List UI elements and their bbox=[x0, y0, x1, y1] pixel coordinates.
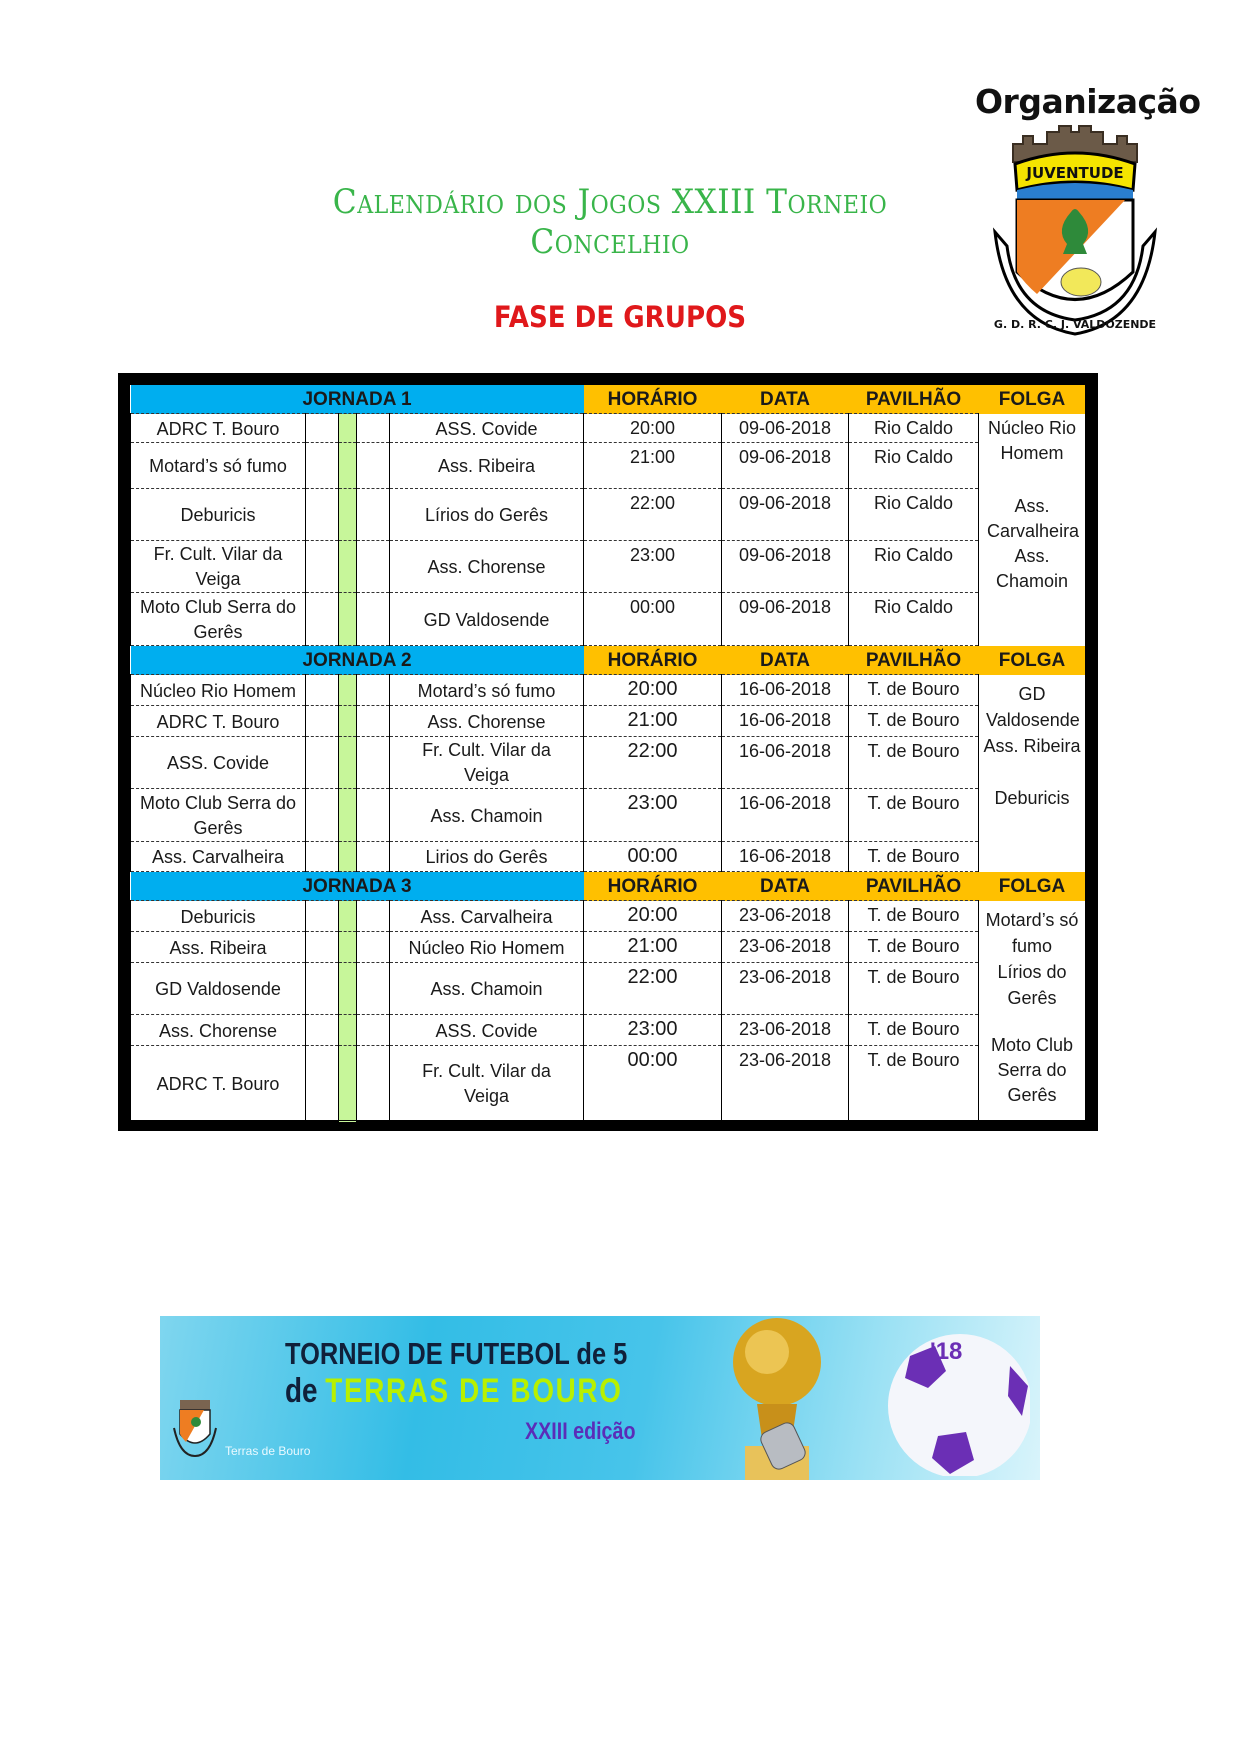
away-score bbox=[357, 963, 390, 1015]
score-separator bbox=[339, 593, 357, 646]
match-date: 23-06-2018 bbox=[722, 1015, 849, 1046]
score-separator bbox=[339, 963, 357, 1015]
score-separator bbox=[339, 675, 357, 706]
jornada-3-header bbox=[131, 872, 1086, 901]
col-folga: FOLGA bbox=[979, 872, 1086, 901]
match-date: 16-06-2018 bbox=[722, 737, 849, 789]
home-score bbox=[306, 489, 339, 541]
away-team: Ass. Carvalheira bbox=[390, 901, 584, 932]
score-separator bbox=[339, 706, 357, 737]
home-team: Moto Club Serra do Gerês bbox=[131, 593, 306, 646]
away-score bbox=[357, 675, 390, 706]
home-team: Deburicis bbox=[131, 901, 306, 932]
col-horario: HORÁRIO bbox=[584, 385, 722, 414]
match-row bbox=[131, 1046, 1086, 1122]
away-team: ASS. Covide bbox=[390, 414, 584, 443]
home-team: ADRC T. Bouro bbox=[131, 706, 306, 737]
municipality-crest-icon bbox=[172, 1398, 218, 1458]
score-separator bbox=[339, 932, 357, 963]
match-time: 23:00 bbox=[584, 1015, 722, 1046]
away-team: Motard’s só fumo bbox=[390, 675, 584, 706]
home-team: GD Valdosende bbox=[131, 963, 306, 1015]
score-separator bbox=[339, 1015, 357, 1046]
away-team: Fr. Cult. Vilar da Veiga bbox=[390, 1046, 584, 1122]
jornada-label: JORNADA 1 bbox=[131, 385, 584, 414]
match-venue: T. de Bouro bbox=[849, 1015, 979, 1046]
banner-title-line2 bbox=[285, 1372, 623, 1411]
jornada-1-header bbox=[131, 385, 1086, 414]
away-score bbox=[357, 842, 390, 872]
home-score bbox=[306, 593, 339, 646]
schedule-table bbox=[130, 385, 1086, 1122]
home-score bbox=[306, 842, 339, 872]
home-team: Fr. Cult. Vilar da Veiga bbox=[131, 541, 306, 593]
match-date: 23-06-2018 bbox=[722, 901, 849, 932]
score-separator bbox=[339, 414, 357, 443]
home-score bbox=[306, 541, 339, 593]
match-time: 21:00 bbox=[584, 443, 722, 489]
away-team: Ass. Ribeira bbox=[390, 443, 584, 489]
away-team: Ass. Chorense bbox=[390, 541, 584, 593]
match-venue: T. de Bouro bbox=[849, 675, 979, 706]
match-venue: T. de Bouro bbox=[849, 932, 979, 963]
home-team: Ass. Carvalheira bbox=[131, 842, 306, 872]
away-score bbox=[357, 443, 390, 489]
score-separator bbox=[339, 901, 357, 932]
match-date: 09-06-2018 bbox=[722, 414, 849, 443]
score-separator bbox=[339, 737, 357, 789]
match-row bbox=[131, 541, 1086, 593]
tournament-banner bbox=[160, 1316, 1040, 1480]
match-venue: Rio Caldo bbox=[849, 489, 979, 541]
folga-team: Ass. Ribeira bbox=[983, 735, 1081, 756]
folga-team: Moto Club Serra do Gerês bbox=[991, 1034, 1074, 1105]
match-row bbox=[131, 414, 1086, 443]
crest-banner-text: JUVENTUDE bbox=[1026, 164, 1124, 182]
away-team: Lírios do Gerês bbox=[390, 489, 584, 541]
away-team: GD Valdosende bbox=[390, 593, 584, 646]
folga-cell bbox=[979, 901, 1086, 1122]
col-folga: FOLGA bbox=[979, 385, 1086, 414]
away-team: Ass. Chamoin bbox=[390, 963, 584, 1015]
home-team: Ass. Chorense bbox=[131, 1015, 306, 1046]
match-date: 09-06-2018 bbox=[722, 593, 849, 646]
away-score bbox=[357, 789, 390, 842]
match-date: 16-06-2018 bbox=[722, 789, 849, 842]
away-score bbox=[357, 932, 390, 963]
home-team: ADRC T. Bouro bbox=[131, 414, 306, 443]
match-time: 22:00 bbox=[584, 489, 722, 541]
col-data: DATA bbox=[722, 646, 849, 675]
home-team: Núcleo Rio Homem bbox=[131, 675, 306, 706]
folga-team: GD Valdosende bbox=[986, 683, 1080, 730]
home-score bbox=[306, 1015, 339, 1046]
score-separator bbox=[339, 443, 357, 489]
match-date: 09-06-2018 bbox=[722, 541, 849, 593]
match-row bbox=[131, 932, 1086, 963]
match-row bbox=[131, 963, 1086, 1015]
away-score bbox=[357, 414, 390, 443]
match-time: 20:00 bbox=[584, 414, 722, 443]
match-row bbox=[131, 1015, 1086, 1046]
jornada-label: JORNADA 3 bbox=[131, 872, 584, 901]
match-time: 21:00 bbox=[584, 706, 722, 737]
banner-highlight: TERRAS DE BOURO bbox=[325, 1372, 623, 1410]
col-data: DATA bbox=[722, 872, 849, 901]
away-score bbox=[357, 706, 390, 737]
match-time: 20:00 bbox=[584, 901, 722, 932]
match-venue: T. de Bouro bbox=[849, 842, 979, 872]
score-separator bbox=[339, 1046, 357, 1122]
match-date: 09-06-2018 bbox=[722, 489, 849, 541]
match-row bbox=[131, 901, 1086, 932]
folga-team: Ass. Chamoin bbox=[996, 545, 1069, 591]
snake-icon bbox=[1061, 268, 1101, 296]
home-score bbox=[306, 706, 339, 737]
home-score bbox=[306, 932, 339, 963]
match-venue: Rio Caldo bbox=[849, 541, 979, 593]
away-score bbox=[357, 901, 390, 932]
home-score bbox=[306, 737, 339, 789]
match-row bbox=[131, 706, 1086, 737]
away-team: Ass. Chorense bbox=[390, 706, 584, 737]
home-team: Deburicis bbox=[131, 489, 306, 541]
match-date: 23-06-2018 bbox=[722, 1046, 849, 1122]
match-venue: T. de Bouro bbox=[849, 706, 979, 737]
away-team: Fr. Cult. Vilar da Veiga bbox=[390, 737, 584, 789]
home-score bbox=[306, 443, 339, 489]
col-pavilhao: PAVILHÃO bbox=[849, 646, 979, 675]
jornada-label: JORNADA 2 bbox=[131, 646, 584, 675]
match-venue: T. de Bouro bbox=[849, 901, 979, 932]
folga-team: Ass. Carvalheira bbox=[987, 495, 1080, 541]
match-row bbox=[131, 675, 1086, 706]
score-separator bbox=[339, 789, 357, 842]
title-line-1: Calendário dos Jogos XXIII Torneio bbox=[332, 182, 888, 222]
home-score bbox=[306, 901, 339, 932]
organizer-label: Organização bbox=[975, 82, 1201, 121]
folga-team: Deburicis bbox=[994, 787, 1070, 808]
match-time: 23:00 bbox=[584, 789, 722, 842]
home-score bbox=[306, 1046, 339, 1122]
away-score bbox=[357, 737, 390, 789]
col-pavilhao: PAVILHÃO bbox=[849, 872, 979, 901]
match-date: 16-06-2018 bbox=[722, 675, 849, 706]
home-team: Ass. Ribeira bbox=[131, 932, 306, 963]
folga-cell bbox=[979, 675, 1086, 872]
home-score bbox=[306, 414, 339, 443]
match-date: 16-06-2018 bbox=[722, 842, 849, 872]
match-date: 09-06-2018 bbox=[722, 443, 849, 489]
match-venue: T. de Bouro bbox=[849, 789, 979, 842]
banner-title-line1: TORNEIO DE FUTEBOL de 5 bbox=[285, 1336, 628, 1371]
score-separator bbox=[339, 541, 357, 593]
match-date: 16-06-2018 bbox=[722, 706, 849, 737]
jornada-2-header bbox=[131, 646, 1086, 675]
match-time: 00:00 bbox=[584, 842, 722, 872]
away-score bbox=[357, 1046, 390, 1122]
score-separator bbox=[339, 489, 357, 541]
col-horario: HORÁRIO bbox=[584, 646, 722, 675]
crest-ring-text: G. D. R. C. J. VALDOZENDE bbox=[993, 318, 1157, 331]
match-time: 22:00 bbox=[584, 963, 722, 1015]
match-row bbox=[131, 737, 1086, 789]
match-venue: Rio Caldo bbox=[849, 593, 979, 646]
municipality-label: Terras de Bouro bbox=[225, 1444, 311, 1458]
folga-team: Lírios do Gerês bbox=[997, 961, 1067, 1008]
away-score bbox=[357, 541, 390, 593]
match-time: 21:00 bbox=[584, 932, 722, 963]
match-venue: T. de Bouro bbox=[849, 1046, 979, 1122]
away-team: Núcleo Rio Homem bbox=[390, 932, 584, 963]
schedule-frame bbox=[118, 373, 1098, 1131]
phase-subtitle: FASE DE GRUPOS bbox=[493, 300, 747, 334]
match-date: 23-06-2018 bbox=[722, 932, 849, 963]
match-venue: Rio Caldo bbox=[849, 443, 979, 489]
home-team: ADRC T. Bouro bbox=[131, 1046, 306, 1122]
score-separator bbox=[339, 842, 357, 872]
away-team: Ass. Chamoin bbox=[390, 789, 584, 842]
col-folga: FOLGA bbox=[979, 646, 1086, 675]
page-title bbox=[260, 182, 959, 262]
title-line-2: Concelhio bbox=[530, 222, 690, 262]
match-venue: T. de Bouro bbox=[849, 963, 979, 1015]
home-team: Moto Club Serra do Gerês bbox=[131, 789, 306, 842]
away-score bbox=[357, 593, 390, 646]
col-horario: HORÁRIO bbox=[584, 872, 722, 901]
trophy-icon bbox=[705, 1316, 845, 1480]
match-time: 00:00 bbox=[584, 593, 722, 646]
home-score bbox=[306, 963, 339, 1015]
match-venue: T. de Bouro bbox=[849, 737, 979, 789]
col-pavilhao: PAVILHÃO bbox=[849, 385, 979, 414]
match-time: 00:00 bbox=[584, 1046, 722, 1122]
match-row bbox=[131, 789, 1086, 842]
match-row bbox=[131, 842, 1086, 872]
away-team: ASS. Covide bbox=[390, 1015, 584, 1046]
home-score bbox=[306, 789, 339, 842]
away-score bbox=[357, 1015, 390, 1046]
banner-edition: XXIII edição bbox=[525, 1418, 636, 1445]
home-team: Motard’s só fumo bbox=[131, 443, 306, 489]
match-time: 23:00 bbox=[584, 541, 722, 593]
home-score bbox=[306, 675, 339, 706]
match-row bbox=[131, 443, 1086, 489]
match-row bbox=[131, 489, 1086, 541]
match-row bbox=[131, 593, 1086, 646]
match-time: 22:00 bbox=[584, 737, 722, 789]
home-team: ASS. Covide bbox=[131, 737, 306, 789]
banner-year: '18 bbox=[930, 1338, 963, 1365]
match-venue: Rio Caldo bbox=[849, 414, 979, 443]
away-team: Lirios do Gerês bbox=[390, 842, 584, 872]
banner-prefix: de bbox=[285, 1372, 318, 1410]
col-data: DATA bbox=[722, 385, 849, 414]
club-crest-logo bbox=[975, 122, 1175, 340]
folga-team: Motard’s só fumo bbox=[985, 909, 1079, 956]
folga-team: Núcleo Rio Homem bbox=[988, 417, 1077, 463]
folga-cell bbox=[979, 414, 1086, 646]
match-time: 20:00 bbox=[584, 675, 722, 706]
match-date: 23-06-2018 bbox=[722, 963, 849, 1015]
away-score bbox=[357, 489, 390, 541]
